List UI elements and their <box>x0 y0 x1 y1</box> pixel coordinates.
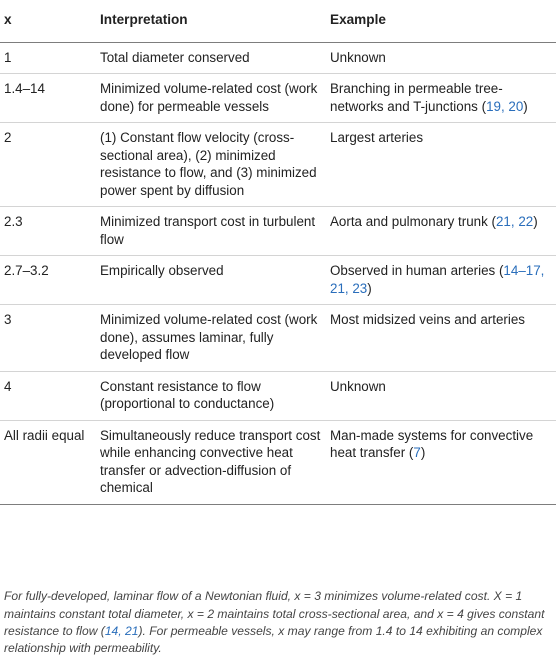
cell-example <box>330 305 556 372</box>
cell-example <box>330 207 556 256</box>
cell-x: 2 <box>0 123 100 207</box>
example-text: Unknown <box>330 378 386 394</box>
cell-x: 2.3 <box>0 207 100 256</box>
cell-example <box>330 42 556 74</box>
cell-interpretation: Simultaneously reduce transport cost while enhancing convective heat transfer or advection-diffusion of chemical <box>100 420 330 504</box>
cell-example <box>330 256 556 305</box>
cell-x: All radii equal <box>0 420 100 504</box>
example-text: Largest arteries <box>330 130 424 145</box>
cell-interpretation: Minimized volume-related cost (work done), assumes laminar, fully developed flow <box>100 305 330 372</box>
table-row <box>0 371 556 420</box>
cell-interpretation: Total diameter conserved <box>100 42 330 74</box>
cell-x: 2.7–3.2 <box>0 256 100 305</box>
footnote-text: For fully-developed, laminar flow of a Newtonian fluid, x = 3 minimizes volume-related cost. X = 1 maintains constant total diameter, x = 2 maintains total cross-sectional area, and x = 4 gives constant resistance to flow ( <box>4 589 545 638</box>
example-text: Unknown <box>330 49 386 65</box>
table-footnote <box>4 588 554 658</box>
cell-example <box>330 123 556 207</box>
reference-link[interactable]: 7 <box>413 445 421 460</box>
table-header <box>0 0 556 42</box>
example-text: Observed in human arteries ( <box>330 263 504 278</box>
header-row <box>0 0 556 42</box>
cell-interpretation: Empirically observed <box>100 256 330 305</box>
table-row <box>0 420 556 504</box>
example-text-end: ) <box>367 280 372 296</box>
example-text: Most midsized veins and arteries <box>330 312 525 327</box>
cell-interpretation: Minimized volume-related cost (work done) for permeable vessels <box>100 74 330 123</box>
reference-link[interactable]: 21, 22 <box>495 214 534 229</box>
cell-x: 1.4–14 <box>0 74 100 123</box>
cell-example <box>330 420 556 504</box>
cell-interpretation: (1) Constant flow velocity (cross-sectional area), (2) minimized resistance to flow, and (3) minimized power spent by diffusion <box>100 123 330 207</box>
example-text: Branching in permeable tree-networks and T-junctions ( <box>330 81 503 114</box>
cell-interpretation: Minimized transport cost in turbulent flow <box>100 207 330 256</box>
table-row <box>0 42 556 74</box>
table-row <box>0 256 556 305</box>
column-header-interpretation: Interpretation <box>100 0 330 42</box>
example-text-end: ) <box>523 98 528 114</box>
table-row <box>0 123 556 207</box>
column-header-example: Example <box>330 0 556 42</box>
cell-interpretation: Constant resistance to flow (proportional to conductance) <box>100 371 330 420</box>
cell-example <box>330 74 556 123</box>
footnote-text-end: ). For permeable vessels, x may range from 1.4 to 14 exhibiting an complex relationship with permeability. <box>4 623 543 656</box>
table-row <box>0 74 556 123</box>
cell-x: 1 <box>0 42 100 74</box>
example-text-end: ) <box>420 445 426 460</box>
footnote-reference-link[interactable]: 14, 21 <box>104 623 139 638</box>
example-text-end: ) <box>533 214 538 229</box>
cell-x: 3 <box>0 305 100 372</box>
table-row <box>0 207 556 256</box>
reference-link[interactable]: 14–17, 21, 23 <box>330 263 545 296</box>
table-body <box>0 42 556 504</box>
example-text: Aorta and pulmonary trunk ( <box>330 214 496 229</box>
example-text: Man-made systems for convective heat transfer ( <box>330 427 534 460</box>
cell-x: 4 <box>0 371 100 420</box>
column-header-x: x <box>0 0 100 42</box>
table-row <box>0 305 556 372</box>
reference-link[interactable]: 19, 20 <box>486 98 524 114</box>
cell-example <box>330 371 556 420</box>
